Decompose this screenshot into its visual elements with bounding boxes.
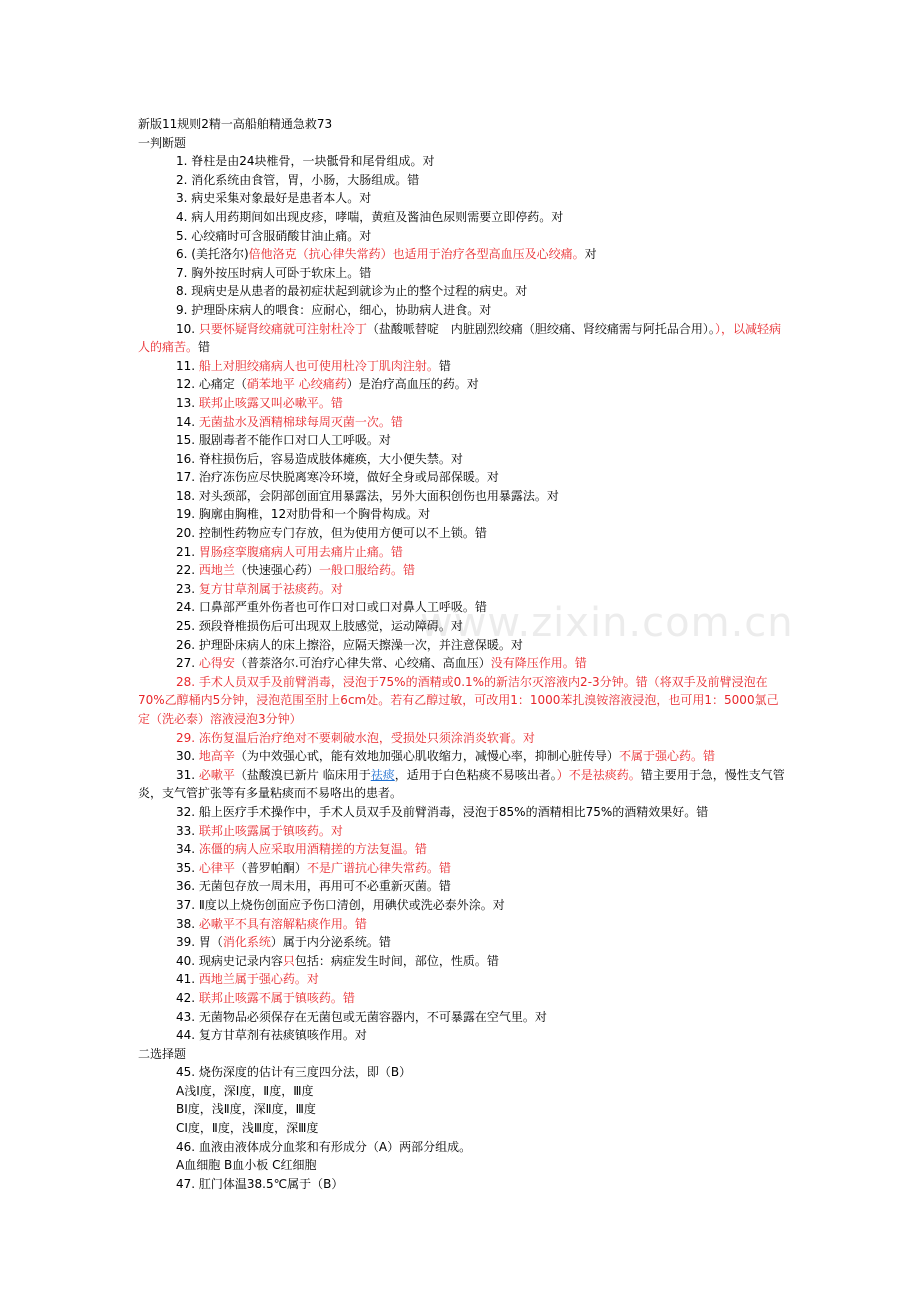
question-item xyxy=(138,840,786,859)
question-item xyxy=(138,915,786,934)
question-item xyxy=(138,208,786,227)
question-item xyxy=(138,264,786,283)
text-segment: 复方甘草剂属于祛痰药。对 xyxy=(198,581,343,596)
text-segment: BⅠ度，浅Ⅱ度，深Ⅱ度，Ⅲ度 xyxy=(176,1102,316,1117)
text-segment: 倍他洛克（抗心律失常药）也适用于治疗各型高血压及心绞痛。 xyxy=(248,247,585,262)
text-segment: 只要怀疑肾绞痛就可注射杜冷丁 xyxy=(198,321,367,336)
question-item xyxy=(138,933,786,952)
text-segment: 10. xyxy=(176,321,199,336)
text-segment: 联邦止咳露又叫必嗽平。错 xyxy=(198,395,343,410)
text-segment: 错主要用于急，慢性支气管炎，支气管扩张等有多量粘痰而不易咯出的患者。 xyxy=(138,767,785,801)
text-segment: 1. 脊柱是由24块椎骨，一块骶骨和尾骨组成。对 xyxy=(176,154,435,169)
text-segment: 对 xyxy=(584,247,597,262)
question-item xyxy=(138,468,786,487)
hyperlink-text[interactable]: 祛痰 xyxy=(370,767,395,782)
question-item xyxy=(138,505,786,524)
text-segment: 36. 无菌包存放一周未用，再用可不必重新灭菌。错 xyxy=(176,879,451,894)
text-segment: 消化系统 xyxy=(222,935,271,950)
text-segment: 41. xyxy=(176,972,199,987)
question-item xyxy=(138,598,786,617)
text-segment: （普罗帕酮） xyxy=(234,860,307,875)
text-segment: 32. 船上医疗手术操作中，手术人员双手及前臂消毒，浸泡于85%的酒精相比75%的酒精效果好。错 xyxy=(176,804,709,819)
question-item xyxy=(138,859,786,878)
question-item xyxy=(138,803,786,822)
question-item xyxy=(138,729,786,748)
text-segment: 没有降压作用。错 xyxy=(490,656,587,671)
question-item xyxy=(138,1008,786,1027)
text-segment: 43. 无菌物品必须保存在无菌包或无菌容器内，不可暴露在空气里。对 xyxy=(176,1009,547,1024)
text-segment: 25. 颈段脊椎损伤后可出现双上肢感觉，运动障碍。对 xyxy=(176,619,463,634)
question-list xyxy=(138,152,786,1193)
text-segment: 46. 血液由液体成分血浆和有形成分（A）两部分组成。 xyxy=(176,1139,472,1154)
text-segment: 二选择题 xyxy=(138,1046,187,1061)
text-segment: 包括：病症发生时间，部位，性质。错 xyxy=(294,953,499,968)
text-segment: 28. 手术人员双手及前臂消毒，浸泡于75%的酒精或0.1%的新洁尔灭溶液内2-3分钟。错（将双手及前臂浸泡在70%乙醇桶内5分钟，浸泡范围至肘上6cm处。若有乙醇过敏，可改用1：1000苯扎溴铵溶液浸泡，也可用1：5000氯己定（洗必泰）溶液浸泡3分钟） xyxy=(138,674,779,726)
text-segment: 40. 现病史记录内容 xyxy=(176,953,283,968)
question-item xyxy=(138,245,786,264)
question-item xyxy=(138,1138,786,1157)
question-item xyxy=(138,970,786,989)
question-item xyxy=(138,171,786,190)
answer-option xyxy=(138,1156,786,1175)
text-segment: 35. xyxy=(176,860,199,875)
question-item xyxy=(138,189,786,208)
question-item xyxy=(138,301,786,320)
text-segment: 12. 心痛定（ xyxy=(176,377,247,392)
text-segment: 34. xyxy=(176,842,199,857)
text-segment: 9. 护理卧床病人的喂食：应耐心，细心，协助病人进食。对 xyxy=(176,302,492,317)
text-segment: 13. xyxy=(176,395,199,410)
text-segment: A血细胞 B血小板 C红细胞 xyxy=(176,1158,317,1173)
text-segment: 11. xyxy=(176,358,199,373)
text-segment: ）不是祛痰药。 xyxy=(556,767,641,782)
text-segment: 44. 复方甘草剂有祛痰镇咳作用。对 xyxy=(176,1028,367,1043)
text-segment: （盐酸溴已新片 临床用于 xyxy=(234,767,371,782)
text-segment: 38. xyxy=(176,916,199,931)
text-segment: 19. 胸廓由胸椎，12对肋骨和一个胸骨构成。对 xyxy=(176,507,431,522)
text-segment: 必嗽平不具有溶解粘痰作用。错 xyxy=(198,916,367,931)
question-item xyxy=(138,524,786,543)
text-segment: 21. xyxy=(176,544,199,559)
question-item xyxy=(138,152,786,171)
question-item xyxy=(138,636,786,655)
text-segment: 5. 心绞痛时可含服硝酸甘油止痛。对 xyxy=(176,228,372,243)
question-item xyxy=(138,747,786,766)
text-segment: 24. 口鼻部严重外伤者也可作口对口或口对鼻人工呼吸。错 xyxy=(176,600,487,615)
text-segment: 心得安 xyxy=(198,656,235,671)
question-item xyxy=(138,822,786,841)
text-segment: 6. (美托洛尔) xyxy=(176,247,249,262)
question-item xyxy=(138,766,786,803)
text-segment: 14. xyxy=(176,414,199,429)
text-segment: 船上对胆绞痛病人也可使用杜冷丁肌肉注射。 xyxy=(198,358,439,373)
question-item xyxy=(138,1026,786,1045)
question-item xyxy=(138,375,786,394)
text-segment: 联邦止咳露不属于镇咳药。错 xyxy=(198,990,355,1005)
text-segment: 15. 服剧毒者不能作口对口人工呼吸。对 xyxy=(176,433,391,448)
text-segment: 错 xyxy=(438,358,451,373)
text-segment: （快速强心药） xyxy=(234,563,319,578)
text-segment: 45. 烧伤深度的估计有三度四分法，即（B） xyxy=(176,1065,412,1080)
text-segment: 26. 护理卧床病人的床上擦浴，应隔天擦澡一次，并注意保暖。对 xyxy=(176,637,523,652)
answer-option xyxy=(138,1082,786,1101)
question-item xyxy=(138,394,786,413)
text-segment: 30. xyxy=(176,749,199,764)
text-segment: 7. 胸外按压时病人可卧于软床上。错 xyxy=(176,265,372,280)
question-item xyxy=(138,543,786,562)
document-body xyxy=(138,115,786,1193)
question-item xyxy=(138,580,786,599)
question-item xyxy=(138,561,786,580)
question-item xyxy=(138,989,786,1008)
text-segment: 冻僵的病人应采取用酒精搓的方法复温。错 xyxy=(198,842,427,857)
text-segment: 只 xyxy=(282,953,295,968)
text-segment: 错 xyxy=(198,340,211,355)
question-item xyxy=(138,673,786,729)
question-item xyxy=(138,877,786,896)
text-segment: 4. 病人用药期间如出现皮疹，哮喘，黄疸及酱油色尿则需要立即停药。对 xyxy=(176,209,564,224)
question-item xyxy=(138,413,786,432)
text-segment: 联邦止咳露属于镇咳药。对 xyxy=(198,823,343,838)
text-segment: 一般口服给药。错 xyxy=(318,563,415,578)
question-item xyxy=(138,282,786,301)
question-item xyxy=(138,450,786,469)
text-segment: 地高辛 xyxy=(198,749,235,764)
text-segment: 29. 冻伤复温后治疗绝对不要刺破水泡，受损处只须涂消炎软膏。对 xyxy=(176,730,535,745)
text-segment: ，适用于白色粘痰不易咳出者。 xyxy=(394,767,557,782)
text-segment: 33. xyxy=(176,823,199,838)
text-segment: 不属于强心药。错 xyxy=(618,749,715,764)
text-segment: 31. xyxy=(176,767,199,782)
text-segment: ）是治疗高血压的药。对 xyxy=(346,377,479,392)
question-item xyxy=(138,617,786,636)
text-segment: 16. 脊柱损伤后，容易造成肢体瘫痪，大小便失禁。对 xyxy=(176,451,463,466)
answer-option xyxy=(138,1119,786,1138)
text-segment: 27. xyxy=(176,656,199,671)
text-segment: A浅Ⅰ度，深Ⅰ度，Ⅱ度，Ⅲ度 xyxy=(176,1083,314,1098)
watermark: www.zixin.com.cn xyxy=(420,600,794,646)
text-segment: 不是广谱抗心律失常药。错 xyxy=(306,860,451,875)
text-segment: 22. xyxy=(176,563,199,578)
text-segment: 西地兰属于强心药。对 xyxy=(198,972,319,987)
question-item xyxy=(138,654,786,673)
text-segment: 心律平 xyxy=(198,860,235,875)
text-segment: 37. Ⅱ度以上烧伤创面应予伤口清创，用碘伏或洗必泰外涂。对 xyxy=(176,897,505,912)
text-segment: 8. 现病史是从患者的最初症状起到就诊为止的整个过程的病史。对 xyxy=(176,284,528,299)
question-item xyxy=(138,487,786,506)
text-segment: 42. xyxy=(176,990,199,1005)
text-segment: 47. 肛门体温38.5℃属于（B） xyxy=(176,1176,344,1191)
text-segment: 39. 胃（ xyxy=(176,935,223,950)
question-item xyxy=(138,1063,786,1082)
document-title: 新版11规则2精一高船舶精通急救73 xyxy=(138,117,333,131)
text-segment: （盐酸哌替啶 内脏剧烈绞痛（胆绞痛、肾绞痛需与阿托品合用）。 xyxy=(366,321,715,336)
text-segment: 西地兰 xyxy=(198,563,235,578)
text-segment: 无菌盐水及酒精棉球每周灭菌一次。错 xyxy=(198,414,403,429)
text-segment: 胃肠痉挛腹痛病人可用去痛片止痛。错 xyxy=(198,544,403,559)
question-item xyxy=(138,320,786,357)
text-segment: 23. xyxy=(176,581,199,596)
section-heading xyxy=(138,1045,786,1064)
text-segment: 20. 控制性药物应专门存放，但为使用方便可以不上锁。错 xyxy=(176,526,487,541)
answer-option xyxy=(138,1100,786,1119)
text-segment: 必嗽平 xyxy=(198,767,235,782)
question-item xyxy=(138,1175,786,1194)
text-segment: 硝苯地平 心绞痛药 xyxy=(246,377,347,392)
text-segment: （为中效强心甙，能有效地加强心肌收缩力，减慢心率，抑制心脏传导） xyxy=(234,749,619,764)
text-segment: 3. 病史采集对象最好是患者本人。对 xyxy=(176,191,372,206)
text-segment: CⅠ度，Ⅱ度，浅Ⅲ度，深Ⅲ度 xyxy=(176,1121,319,1136)
question-item xyxy=(138,431,786,450)
question-item xyxy=(138,896,786,915)
text-segment: 17. 治疗冻伤应尽快脱离寒冷环境，做好全身或局部保暖。对 xyxy=(176,470,499,485)
text-segment: ），以减轻病人的痛苦。 xyxy=(138,321,781,355)
text-segment: 18. 对头颈部，会阴部创面宜用暴露法，另外大面积创伤也用暴露法。对 xyxy=(176,488,559,503)
question-item xyxy=(138,357,786,376)
section-heading-judgment: 一判断题 xyxy=(138,135,187,150)
text-segment: ）属于内分泌系统。错 xyxy=(270,935,391,950)
question-item xyxy=(138,227,786,246)
text-segment: 2. 消化系统由食管，胃，小肠，大肠组成。错 xyxy=(176,172,420,187)
question-item xyxy=(138,952,786,971)
text-segment: （普萘洛尔.可治疗心律失常、心绞痛、高血压） xyxy=(234,656,491,671)
